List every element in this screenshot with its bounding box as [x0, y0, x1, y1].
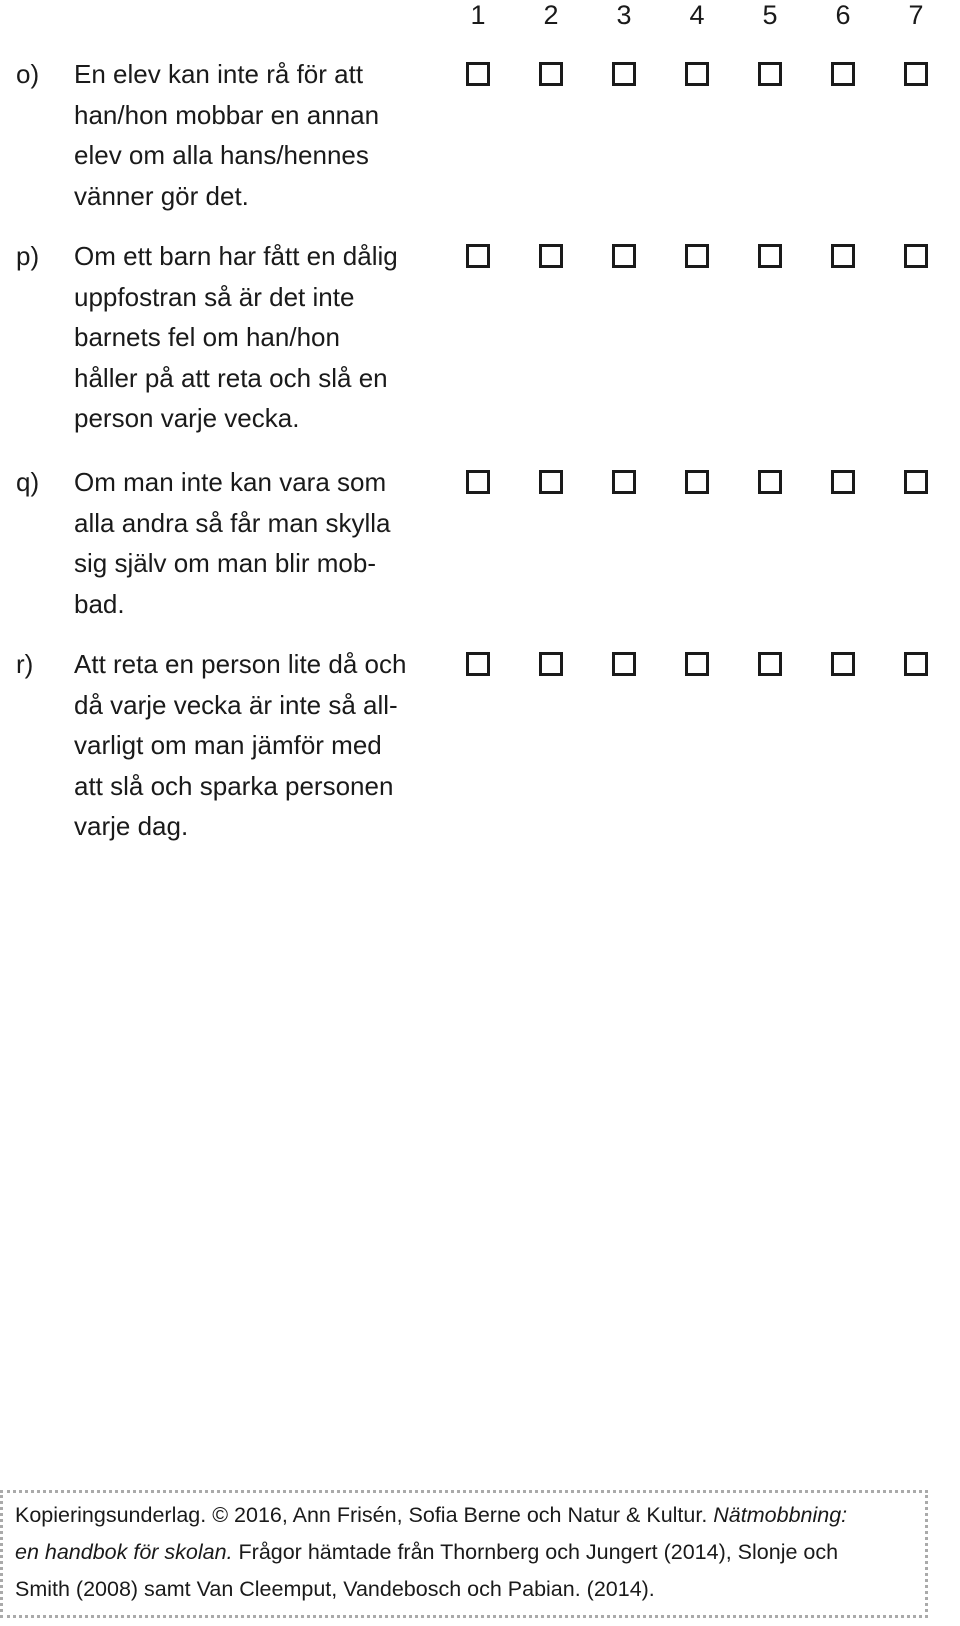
- checkbox-2[interactable]: [539, 244, 563, 268]
- checkbox-7[interactable]: [904, 62, 928, 86]
- question-letter: p): [16, 241, 40, 271]
- question-text-line: håller på att reta och slå en: [74, 362, 388, 393]
- question-text-line: En elev kan inte rå för att: [74, 59, 364, 89]
- checkbox-6[interactable]: [831, 244, 855, 268]
- checkbox-5[interactable]: [758, 62, 782, 86]
- checkbox-2[interactable]: [539, 652, 563, 676]
- scale-header: [470, 0, 950, 30]
- question-text-line: bad.: [74, 588, 125, 619]
- checkbox-2[interactable]: [539, 470, 563, 494]
- checkbox-2[interactable]: [539, 62, 563, 86]
- checkbox-4[interactable]: [685, 470, 709, 494]
- question-text-line: sig själv om man blir mob-: [74, 548, 376, 578]
- question-text-line: Om ett barn har fått en dålig: [74, 241, 398, 271]
- question-text-line: person varje vecka.: [74, 403, 300, 433]
- question-text-line: barnets fel om han/hon: [74, 322, 340, 352]
- question-letter: o): [16, 59, 40, 89]
- checkbox-4[interactable]: [685, 652, 709, 676]
- question-text-line: vänner gör det.: [74, 180, 249, 211]
- checkbox-1[interactable]: [466, 470, 490, 494]
- question-text: [74, 54, 444, 216]
- question-text-line: han/hon mobbar en annan: [74, 99, 380, 130]
- checkbox-3[interactable]: [612, 244, 636, 268]
- checkbox-1[interactable]: [466, 244, 490, 268]
- footer-line-1: [15, 1497, 913, 1534]
- checkbox-4[interactable]: [685, 244, 709, 268]
- question-text-line: då varje vecka är inte så all-: [74, 689, 398, 720]
- checkbox-4[interactable]: [685, 62, 709, 86]
- checkbox-7[interactable]: [904, 470, 928, 494]
- scale-number-1: 1: [470, 0, 486, 30]
- checkbox-6[interactable]: [831, 652, 855, 676]
- scale-number-2: 2: [543, 0, 559, 30]
- footer-copyright-text: Kopieringsunderlag. © 2016, Ann Frisén, Sofia Berne och Natur & Kultur.: [15, 1503, 714, 1527]
- scale-number-6: 6: [835, 0, 851, 30]
- checkbox-3[interactable]: [612, 62, 636, 86]
- checkbox-1[interactable]: [466, 62, 490, 86]
- question-text: [74, 236, 444, 439]
- question-text-line: uppfostran så är det inte: [74, 281, 355, 312]
- question-text-line: elev om alla hans/hennes: [74, 140, 369, 170]
- question-letter: r): [16, 649, 34, 679]
- checkbox-7[interactable]: [904, 244, 928, 268]
- checkbox-5[interactable]: [758, 470, 782, 494]
- scale-number-5: 5: [762, 0, 778, 30]
- checkbox-6[interactable]: [831, 470, 855, 494]
- question-text-line: alla andra så får man skylla: [74, 507, 391, 538]
- question-text: [74, 462, 444, 624]
- checkbox-7[interactable]: [904, 652, 928, 676]
- scale-number-7: 7: [908, 0, 924, 30]
- checkbox-5[interactable]: [758, 652, 782, 676]
- question-text-line: varligt om man jämför med: [74, 730, 382, 760]
- question-text: [74, 644, 444, 847]
- footer-book-title-start: Nätmobbning:: [713, 1503, 848, 1527]
- checkbox-6[interactable]: [831, 62, 855, 86]
- footer-source-text: Frågor hämtade från Thornberg och Jungert (2014), Slonje och: [232, 1540, 839, 1564]
- copyright-footer: [0, 1490, 928, 1618]
- checkbox-1[interactable]: [466, 652, 490, 676]
- question-text-line: Om man inte kan vara som: [74, 467, 387, 497]
- question-text-line: att slå och sparka personen: [74, 770, 394, 801]
- question-text-line: Att reta en person lite då och: [74, 649, 407, 679]
- scale-number-3: 3: [616, 0, 632, 30]
- scale-number-4: 4: [689, 0, 705, 30]
- checkbox-3[interactable]: [612, 652, 636, 676]
- question-letter: q): [16, 467, 40, 497]
- question-text-line: varje dag.: [74, 811, 189, 841]
- footer-book-title-end: en handbok för skolan.: [15, 1540, 233, 1564]
- footer-line-2: [15, 1534, 913, 1571]
- checkbox-5[interactable]: [758, 244, 782, 268]
- footer-line-3: Smith (2008) samt Van Cleemput, Vandebosch och Pabian. (2014).: [15, 1577, 655, 1601]
- checkbox-3[interactable]: [612, 470, 636, 494]
